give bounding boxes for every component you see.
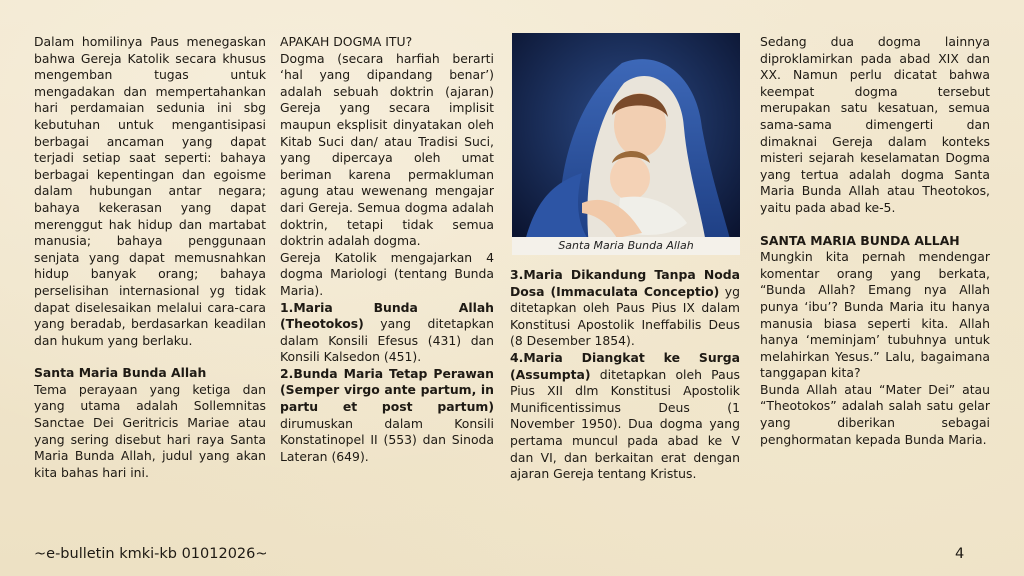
solemnity-paragraph: Tema perayaan yang ketiga dan yang utama adalah Sollemnitas Sanctae Dei Geritricis Mariae atau yang sering disebut hari raya Santa Maria Bunda Allah, judul yang akan kita bahas hari ini. — [34, 381, 266, 480]
dogma-item-3-text: yg ditetapkan oleh Paus Pius IX dalam Konstitusi Apostolik Ineffabilis Deus (8 Desember 1854). — [510, 283, 740, 349]
page-number: 4 — [955, 546, 965, 562]
dogma-item-2-title: 2.Bunda Maria Tetap Perawan (Semper virgo ante partum, in partu et post partum) — [280, 365, 494, 415]
dogma-item-1 — [280, 300, 494, 366]
madonna-illustration — [512, 33, 740, 255]
dogma-list-intro: Gereja Katolik mengajarkan 4 dogma Mariologi (tentang Bunda Maria). — [280, 249, 494, 298]
dogma-item-3 — [510, 267, 740, 350]
bulletin-footer: ~e-bulletin kmki-kb 01012026~ — [34, 546, 268, 562]
column-2 — [280, 34, 494, 465]
image-caption: Santa Maria Bunda Allah — [512, 237, 740, 255]
dogma-item-2-text: dirumuskan dalam Konsili Konstatinopel II (553) dan Sinoda Lateran (649). — [280, 415, 494, 464]
dogma-item-1-title: 1.Maria Bunda Allah (Theotokos) — [280, 299, 494, 332]
dogma-item-3-title: 3.Maria Dikandung Tanpa Noda Dosa (Immaculata Conceptio) — [510, 267, 740, 299]
dogma-unity-paragraph: Sedang dua dogma lainnya diproklamirkan pada abad XIX dan XX. Namun perlu dicatat bahwa keempat dogma tersebut merupakan satu kesatuan, semua sama-sama dimengerti dan dimaknai Gereja dalam konteks misteri sejarah keselamatan Dogma yang tertua adalah dogma Santa Maria Bunda Allah atau Theotokos, yaitu pada abad ke-5. — [760, 34, 990, 215]
column-3 — [510, 33, 740, 483]
comment-paragraph: Mungkin kita pernah mendengar komentar orang yang berkata, “Bunda Allah? Emang nya Allah punya ‘ibu’? Bunda Maria itu hanya manusia biasa seperti kita. Allah hanya ‘meminjam’ tubuhnya untuk melahirkan Yesus.” Lalu, bagaimana tanggapan kita? — [760, 249, 990, 381]
dogma-item-4 — [510, 350, 740, 483]
intro-paragraph: Dalam homilinya Paus menegaskan bahwa Gereja Katolik secara khusus mengemban tugas untuk mengadakan dan mempertahankan hari perdamaian sedunia ini sbg kebutuhan untuk mengantisipasi berbagai ancaman yang dapat terjadi setiap saat seperti: bahaya berbagai kepentingan dan egoisme dalam hubungan antar negara; bahaya kekerasan yang dapat merenggut hak hidup dan martabat manusia; bahaya penggunaan senjata yang dapat memusnahkan hidup banyak orang; bahaya perselisihan internasional yg tidak dapat diselesaikan melalui cara-cara yang beradab, berdasarkan keadilan dan hukum yang berlaku. — [34, 34, 266, 348]
dogma-item-4-title: 4.Maria Diangkat ke Surga (Assumpta) — [510, 349, 740, 382]
section-heading-santa-maria: Santa Maria Bunda Allah — [34, 365, 207, 381]
column-4 — [760, 34, 990, 448]
dogma-item-4-text: ditetapkan oleh Paus Pius XII dlm Konstitusi Apostolik Munificentissimus Deus (1 November 1950). Dua dogma yang pertama muncul pada abad ke V dan VI, dan berkaitan erat dengan ajaran Gereja tentang Kristus. — [510, 366, 740, 482]
theotokos-paragraph: Bunda Allah atau “Mater Dei” atau “Theotokos” adalah salah satu gelar yang diberikan sebagai penghormatan kepada Bunda Maria. — [760, 381, 990, 447]
section-heading-bunda-allah: SANTA MARIA BUNDA ALLAH — [760, 232, 960, 248]
madonna-image — [512, 33, 740, 255]
dogma-item-1-text: yang ditetapkan dalam Konsili Efesus (431) dan Konsili Kalsedon (451). — [280, 316, 494, 365]
dogma-item-2 — [280, 366, 494, 466]
column-1 — [34, 34, 266, 481]
dogma-heading: APAKAH DOGMA ITU? — [280, 34, 413, 49]
dogma-definition: Dogma (secara harfiah berarti ‘hal yang dipandang benar’) adalah sebuah doktrin (ajaran) Gereja yang secara implisit maupun eksplisit dinyatakan oleh Kitab Suci dan/ atau Tradisi Suci, yang dipercaya oleh umat beriman karena permakluman agung atau wewenang mengajar dari Gereja. Semua dogma adalah doktrin, tetapi tidak semua doktrin adalah dogma. — [280, 50, 494, 249]
